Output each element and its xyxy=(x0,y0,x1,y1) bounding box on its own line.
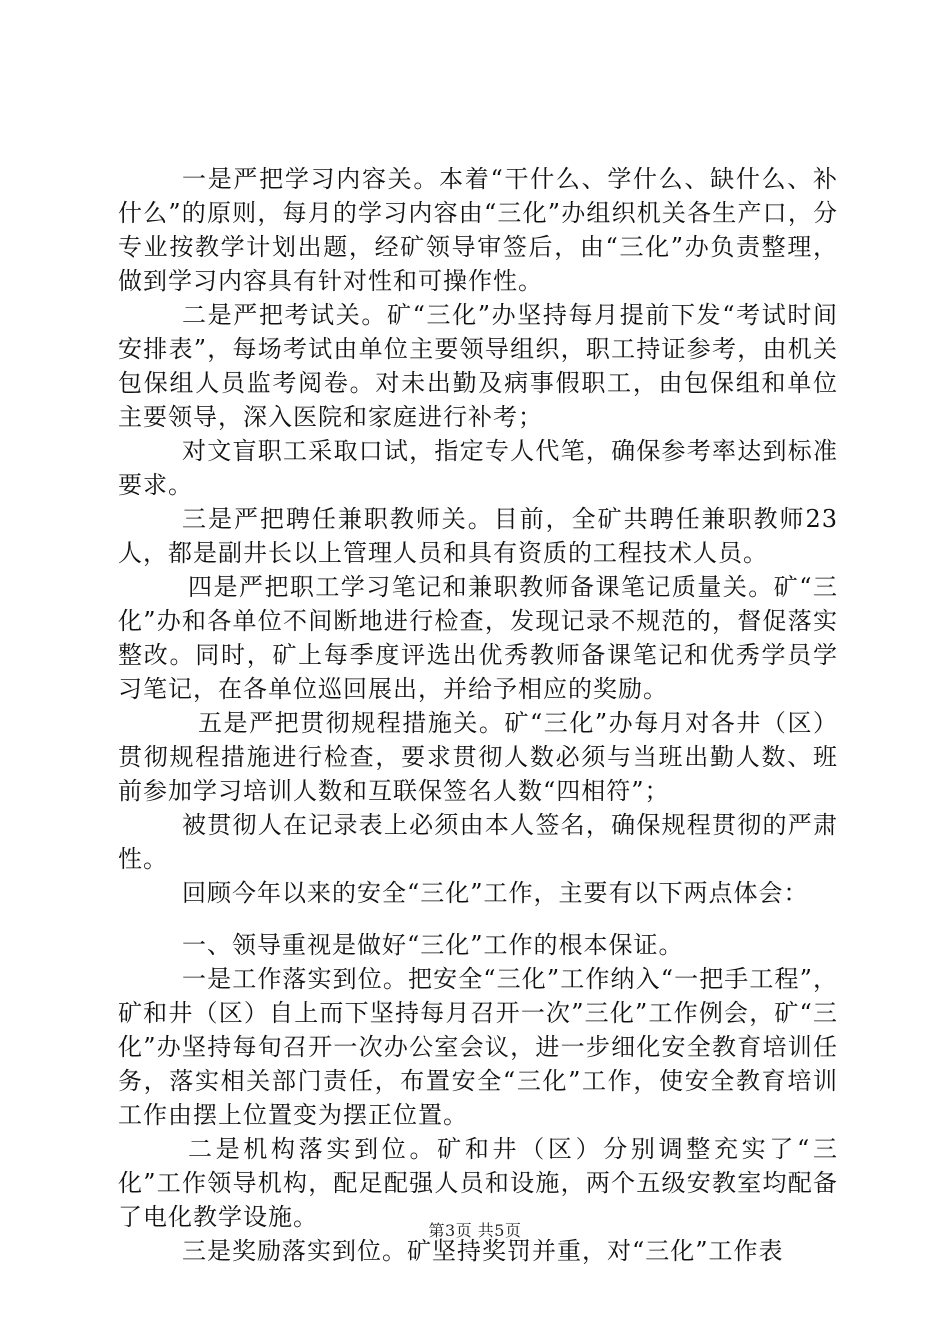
paragraph-organization: 二是机构落实到位。矿和井（区）分别调整充实了“三化”工作领导机构，配足配强人员和设施，两个五级安教室均配备了电化教学设施。 xyxy=(118,1135,838,1231)
paragraph-teachers: 三是严把聘任兼职教师关。目前，全矿共聘任兼职教师23人，都是副井长以上管理人员和具有资质的工程技术人员。 xyxy=(118,505,838,567)
paragraph-oral-exam: 对文盲职工采取口试，指定专人代笔，确保参考率达到标准要求。 xyxy=(118,437,838,499)
paragraph-notes-quality: 四是严把职工学习笔记和兼职教师备课笔记质量关。矿“三化”办和各单位不间断地进行检查，发现记录不规范的，督促落实整改。同时，矿上每季度评选出优秀教师备课笔记和优秀学员学习笔记，在各单位巡回展出，并给予相应的奖励。 xyxy=(118,573,838,703)
paragraph-regulations: 五是严把贯彻规程措施关。矿“三化”办每月对各井（区）贯彻规程措施进行检查，要求贯彻人数必须与当班出勤人数、班前参加学习培训人数和互联保签名人数“四相符”； xyxy=(118,709,838,805)
paragraph-work-in-place: 一是工作落实到位。把安全“三化”工作纳入“一把手工程”，矿和井（区）自上而下坚持每月召开一次”三化”工作例会，矿“三化”办坚持每旬召开一次办公室会议，进一步细化安全教育培训任务，落实相关部门责任，布置安全“三化”工作，使安全教育培训工作由摆上位置变为摆正位置。 xyxy=(118,965,838,1129)
paragraph-exam: 二是严把考试关。矿“三化”办坚持每月提前下发“考试时间安排表”，每场考试由单位主要领导组织，职工持证参考，由机关包保组人员监考阅卷。对未出勤及病事假职工，由包保组和单位主要领导，深入医院和家庭进行补考； xyxy=(118,301,838,431)
paragraph-review: 回顾今年以来的安全“三化”工作，主要有以下两点体会： xyxy=(182,879,809,907)
paragraph-study-content: 一是严把学习内容关。本着“干什么、学什么、缺什么、补什么”的原则，每月的学习内容由“三化”办组织机关各生产口，分专业按教学计划出题，经矿领导审签后，由“三化”办负责整理，做到学习内容具有针对性和可操作性。 xyxy=(118,165,838,295)
paragraph-rewards: 三是奖励落实到位。矿坚持奖罚并重，对“三化”工作表 xyxy=(182,1237,784,1265)
document-body xyxy=(118,162,838,1268)
paragraph-signature: 被贯彻人在记录表上必须由本人签名，确保规程贯彻的严肃性。 xyxy=(118,811,838,873)
section-heading-leadership: 一、领导重视是做好“三化”工作的根本保证。 xyxy=(182,931,684,959)
page-number-footer: 第3页 共5页 xyxy=(428,1221,522,1240)
